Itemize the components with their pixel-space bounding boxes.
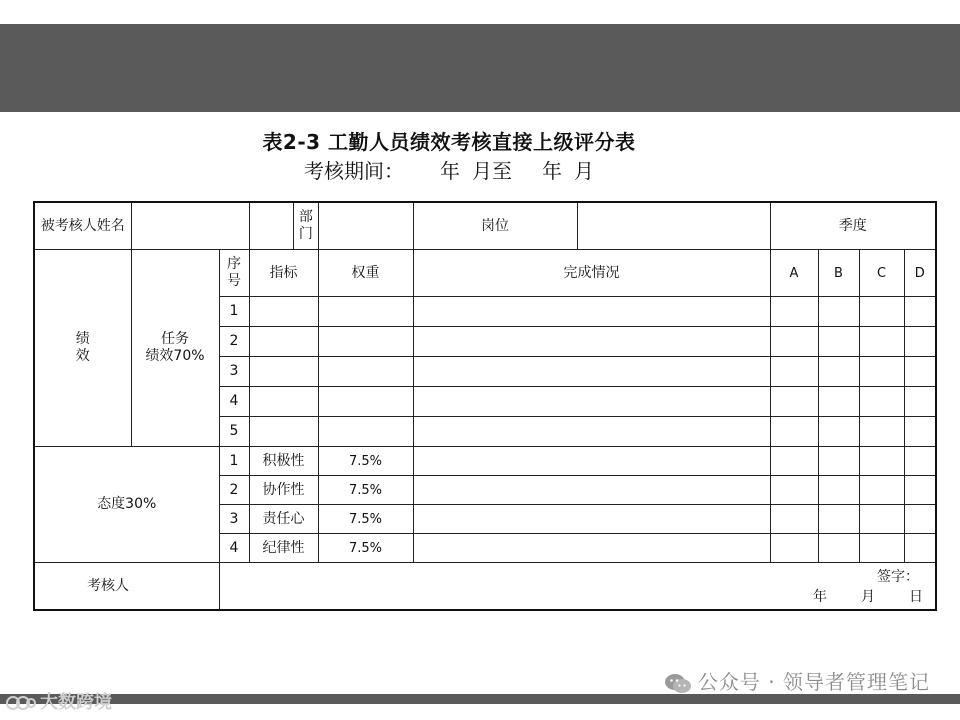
signature-cell[interactable] — [219, 563, 936, 611]
task-grade-a-cell[interactable] — [770, 357, 818, 387]
attitude-completion-cell[interactable] — [413, 447, 770, 476]
assessment-period — [0, 155, 898, 184]
attitude-grade-b-cell[interactable] — [818, 505, 859, 534]
task-grade-d-cell[interactable] — [904, 387, 936, 417]
task-indicator-cell[interactable] — [249, 387, 318, 417]
task-grade-d-cell[interactable] — [904, 327, 936, 357]
position-value-cell[interactable] — [577, 202, 770, 250]
page-title: 表2-3 工勤人员绩效考核直接上级评分表 — [262, 130, 636, 154]
task-indicator-cell[interactable] — [249, 297, 318, 327]
attitude-grade-a-cell[interactable] — [770, 476, 818, 505]
task-grade-b-cell[interactable] — [818, 297, 859, 327]
header-row — [34, 202, 936, 250]
attitude-indicator: 协作性 — [249, 476, 318, 505]
attitude-weight: 7.5% — [318, 505, 413, 534]
performance-label: 绩 效 — [34, 250, 131, 447]
attitude-grade-d-cell[interactable] — [904, 447, 936, 476]
task-seq: 1 — [219, 297, 249, 327]
column-header-row — [34, 250, 936, 297]
attitude-seq: 3 — [219, 505, 249, 534]
position-label: 岗位 — [413, 202, 577, 250]
attitude-grade-c-cell[interactable] — [859, 505, 904, 534]
signature-label: 签字： — [877, 569, 919, 585]
attitude-grade-d-cell[interactable] — [904, 505, 936, 534]
task-seq: 5 — [219, 417, 249, 447]
grade-c-header: C — [859, 250, 904, 297]
attitude-grade-b-cell[interactable] — [818, 447, 859, 476]
period-label: 考核期间： — [304, 159, 404, 183]
attitude-completion-cell[interactable] — [413, 476, 770, 505]
attitude-grade-a-cell[interactable] — [770, 447, 818, 476]
task-seq: 4 — [219, 387, 249, 417]
grade-a-header: A — [770, 250, 818, 297]
name-label: 被考核人姓名 — [34, 202, 131, 250]
attitude-grade-c-cell[interactable] — [859, 534, 904, 563]
attitude-grade-d-cell[interactable] — [904, 476, 936, 505]
grade-d-header: D — [904, 250, 936, 297]
attitude-seq: 1 — [219, 447, 249, 476]
grade-b-header: B — [818, 250, 859, 297]
attitude-grade-a-cell[interactable] — [770, 505, 818, 534]
task-grade-a-cell[interactable] — [770, 417, 818, 447]
attitude-weight: 7.5% — [318, 447, 413, 476]
brand-watermark-text: 大数跨境 — [40, 692, 112, 713]
date-month: 月 — [861, 589, 875, 605]
task-performance-label: 任务 绩效70% — [131, 250, 219, 447]
task-grade-b-cell[interactable] — [818, 387, 859, 417]
seq-header: 序 号 — [219, 250, 249, 297]
signature-date — [813, 589, 923, 606]
period-year-2: 年 — [542, 159, 562, 183]
task-weight-cell[interactable] — [318, 357, 413, 387]
task-grade-c-cell[interactable] — [859, 327, 904, 357]
task-grade-c-cell[interactable] — [859, 357, 904, 387]
attitude-grade-c-cell[interactable] — [859, 476, 904, 505]
period-month-2: 月 — [574, 159, 594, 183]
task-grade-d-cell[interactable] — [904, 297, 936, 327]
attitude-grade-c-cell[interactable] — [859, 447, 904, 476]
evaluation-table — [33, 201, 937, 611]
task-grade-a-cell[interactable] — [770, 327, 818, 357]
attitude-indicator: 积极性 — [249, 447, 318, 476]
task-weight-cell[interactable] — [318, 417, 413, 447]
task-grade-b-cell[interactable] — [818, 327, 859, 357]
date-year: 年 — [813, 589, 827, 605]
attitude-weight: 7.5% — [318, 476, 413, 505]
assessor-label — [34, 563, 219, 611]
task-grade-c-cell[interactable] — [859, 417, 904, 447]
task-grade-b-cell[interactable] — [818, 357, 859, 387]
period-month-to: 月至 — [472, 159, 512, 183]
weight-header: 权重 — [318, 250, 413, 297]
task-grade-b-cell[interactable] — [818, 417, 859, 447]
top-band — [0, 24, 960, 112]
brand-watermark — [6, 688, 112, 714]
task-grade-c-cell[interactable] — [859, 297, 904, 327]
indicator-header: 指标 — [249, 250, 318, 297]
attitude-grade-d-cell[interactable] — [904, 534, 936, 563]
quarter-label: 季度 — [770, 202, 936, 250]
wechat-watermark — [664, 666, 930, 695]
name-value-cell[interactable] — [131, 202, 249, 250]
task-weight-cell[interactable] — [318, 387, 413, 417]
task-grade-a-cell[interactable] — [770, 387, 818, 417]
assessor-label-text: 考核人 — [87, 577, 129, 594]
task-grade-d-cell[interactable] — [904, 417, 936, 447]
dept-label: 部 门 — [293, 203, 317, 249]
brand-logo-icon — [6, 695, 36, 711]
task-completion-cell[interactable] — [413, 417, 770, 447]
dept-cell-group — [249, 202, 318, 250]
attitude-row — [34, 447, 936, 476]
attitude-grade-a-cell[interactable] — [770, 534, 818, 563]
task-completion-cell[interactable] — [413, 387, 770, 417]
attitude-completion-cell[interactable] — [413, 505, 770, 534]
attitude-indicator: 纪律性 — [249, 534, 318, 563]
task-grade-c-cell[interactable] — [859, 387, 904, 417]
task-weight-cell[interactable] — [318, 327, 413, 357]
wechat-watermark-text: 公众号 · 领导者管理笔记 — [697, 670, 930, 694]
completion-header: 完成情况 — [413, 250, 770, 297]
attitude-seq: 2 — [219, 476, 249, 505]
task-seq: 2 — [219, 327, 249, 357]
date-day: 日 — [909, 589, 923, 605]
attitude-label: 态度30% — [34, 447, 219, 563]
period-year-1: 年 — [440, 159, 460, 183]
attitude-seq: 4 — [219, 534, 249, 563]
task-completion-cell[interactable] — [413, 327, 770, 357]
task-weight-cell[interactable] — [318, 297, 413, 327]
signoff-row — [34, 563, 936, 611]
dept-value-cell[interactable] — [318, 202, 413, 250]
attitude-grade-b-cell[interactable] — [818, 476, 859, 505]
task-completion-cell[interactable] — [413, 357, 770, 387]
task-indicator-cell[interactable] — [249, 417, 318, 447]
wechat-icon — [664, 673, 692, 695]
task-seq: 3 — [219, 357, 249, 387]
attitude-grade-b-cell[interactable] — [818, 534, 859, 563]
bottom-band — [0, 694, 960, 704]
attitude-completion-cell[interactable] — [413, 534, 770, 563]
attitude-weight: 7.5% — [318, 534, 413, 563]
task-indicator-cell[interactable] — [249, 357, 318, 387]
task-completion-cell[interactable] — [413, 297, 770, 327]
task-grade-d-cell[interactable] — [904, 357, 936, 387]
task-indicator-cell[interactable] — [249, 327, 318, 357]
attitude-indicator: 责任心 — [249, 505, 318, 534]
task-grade-a-cell[interactable] — [770, 297, 818, 327]
